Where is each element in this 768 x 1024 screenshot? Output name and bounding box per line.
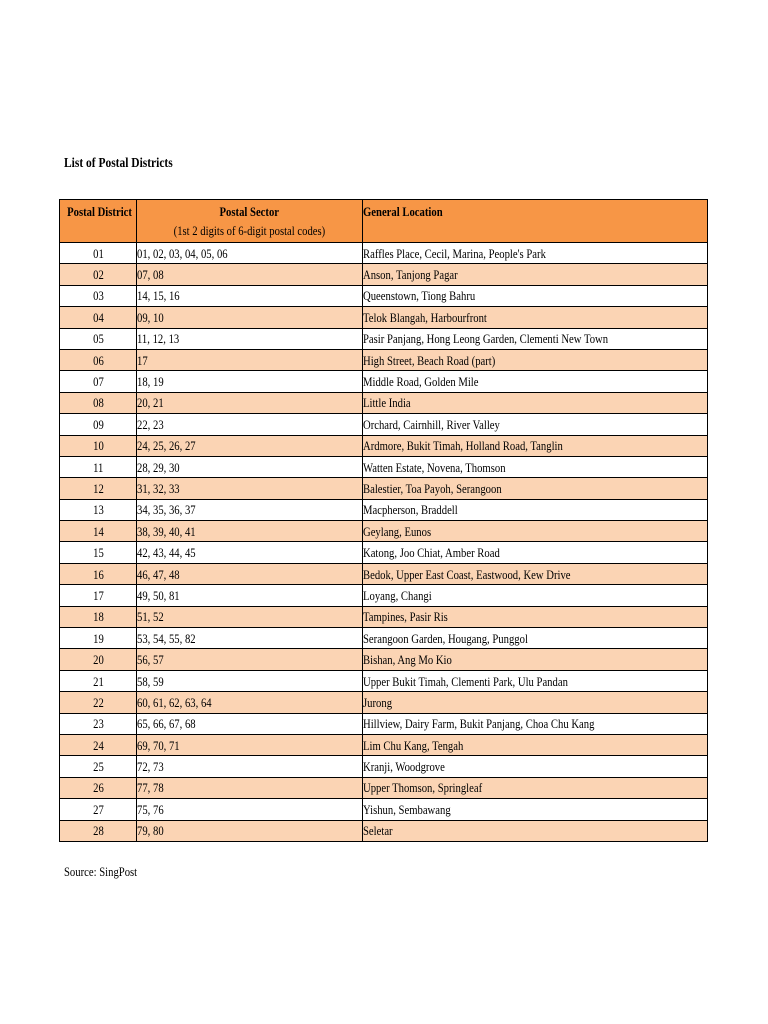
cell-postal-sector	[137, 456, 363, 477]
cell-general-location	[363, 799, 708, 820]
cell-general-location-text: Middle Road, Golden Mile	[363, 374, 479, 390]
cell-general-location	[363, 307, 708, 328]
header-general-location-label: General Location	[363, 204, 443, 219]
cell-postal-district	[60, 606, 137, 627]
table-body	[60, 243, 708, 842]
cell-postal-district-text: 21	[92, 673, 104, 689]
cell-general-location-text: Tampines, Pasir Ris	[363, 609, 448, 625]
cell-general-location	[363, 734, 708, 755]
cell-postal-district	[60, 649, 137, 670]
cell-postal-district-text: 26	[92, 780, 104, 796]
cell-postal-district	[60, 414, 137, 435]
cell-postal-district	[60, 435, 137, 456]
cell-postal-sector-text: 09, 10	[137, 309, 164, 325]
cell-postal-sector	[137, 542, 363, 563]
cell-postal-sector-text: 28, 29, 30	[137, 459, 180, 475]
cell-postal-district	[60, 563, 137, 584]
cell-postal-sector	[137, 521, 363, 542]
table-row	[60, 285, 708, 306]
cell-general-location-text: Queenstown, Tiong Bahru	[363, 288, 476, 304]
cell-general-location-text: Yishun, Sembawang	[363, 801, 451, 817]
cell-postal-district-text: 23	[92, 716, 104, 732]
cell-postal-sector-text: 53, 54, 55, 82	[137, 630, 196, 646]
cell-general-location	[363, 563, 708, 584]
cell-postal-district-text: 17	[92, 587, 104, 603]
cell-postal-sector	[137, 606, 363, 627]
cell-postal-district	[60, 371, 137, 392]
cell-general-location-text: Katong, Joo Chiat, Amber Road	[363, 545, 500, 561]
table-row	[60, 777, 708, 798]
cell-postal-sector	[137, 499, 363, 520]
cell-postal-sector	[137, 799, 363, 820]
cell-postal-district	[60, 499, 137, 520]
cell-postal-district-text: 22	[92, 694, 104, 710]
table-row	[60, 606, 708, 627]
cell-general-location-text: Macpherson, Braddell	[363, 502, 458, 518]
cell-postal-district-text: 06	[92, 352, 104, 368]
table-row	[60, 799, 708, 820]
cell-postal-district	[60, 734, 137, 755]
cell-postal-sector	[137, 585, 363, 606]
cell-general-location	[363, 414, 708, 435]
page-title: List of Postal Districts	[64, 156, 173, 171]
cell-postal-sector	[137, 435, 363, 456]
cell-postal-district-text: 18	[92, 609, 104, 625]
cell-postal-sector-text: 58, 59	[137, 673, 164, 689]
cell-general-location	[363, 756, 708, 777]
table-row	[60, 692, 708, 713]
header-postal-sector	[137, 200, 363, 243]
cell-postal-district-text: 27	[92, 801, 104, 817]
cell-postal-sector	[137, 670, 363, 691]
cell-postal-sector	[137, 307, 363, 328]
table-row	[60, 499, 708, 520]
cell-postal-district	[60, 456, 137, 477]
header-postal-district-label: Postal District	[67, 204, 132, 219]
cell-postal-sector-text: 34, 35, 36, 37	[137, 502, 196, 518]
header-postal-district	[60, 200, 137, 243]
cell-postal-district-text: 01	[92, 245, 104, 261]
cell-postal-district-text: 14	[92, 523, 104, 539]
cell-postal-district	[60, 392, 137, 413]
cell-postal-district-text: 11	[92, 459, 104, 475]
cell-general-location	[363, 328, 708, 349]
cell-general-location	[363, 499, 708, 520]
cell-postal-sector-text: 69, 70, 71	[137, 737, 180, 753]
cell-postal-sector	[137, 478, 363, 499]
cell-general-location-text: Raffles Place, Cecil, Marina, People's Park	[363, 245, 546, 261]
cell-postal-sector-text: 01, 02, 03, 04, 05, 06	[137, 245, 228, 261]
cell-postal-sector-text: 24, 25, 26, 27	[137, 438, 196, 454]
cell-postal-sector-text: 65, 66, 67, 68	[137, 716, 196, 732]
cell-general-location-text: Kranji, Woodgrove	[363, 759, 445, 775]
table-row	[60, 243, 708, 264]
cell-postal-district	[60, 692, 137, 713]
cell-postal-district	[60, 542, 137, 563]
cell-general-location	[363, 542, 708, 563]
cell-postal-sector-text: 11, 12, 13	[137, 331, 180, 347]
cell-postal-district	[60, 285, 137, 306]
cell-postal-sector	[137, 285, 363, 306]
table-row	[60, 563, 708, 584]
cell-postal-district-text: 28	[92, 823, 104, 839]
cell-postal-sector	[137, 328, 363, 349]
cell-postal-district-text: 03	[92, 288, 104, 304]
cell-general-location	[363, 820, 708, 841]
cell-general-location-text: Bedok, Upper East Coast, Eastwood, Kew Drive	[363, 566, 571, 582]
cell-postal-district-text: 13	[92, 502, 104, 518]
table-row	[60, 649, 708, 670]
cell-general-location-text: Jurong	[363, 694, 393, 710]
cell-general-location	[363, 392, 708, 413]
cell-general-location-text: Balestier, Toa Payoh, Serangoon	[363, 480, 502, 496]
cell-postal-sector-text: 75, 76	[137, 801, 164, 817]
cell-postal-district	[60, 307, 137, 328]
header-general-location	[363, 200, 708, 243]
cell-general-location-text: Little India	[363, 395, 411, 411]
cell-postal-sector-text: 31, 32, 33	[137, 480, 180, 496]
cell-postal-district	[60, 628, 137, 649]
cell-general-location-text: Pasir Panjang, Hong Leong Garden, Clementi New Town	[363, 331, 609, 347]
cell-postal-district	[60, 799, 137, 820]
cell-general-location-text: Watten Estate, Novena, Thomson	[363, 459, 506, 475]
cell-postal-district-text: 16	[92, 566, 104, 582]
cell-postal-district	[60, 756, 137, 777]
table-row	[60, 349, 708, 370]
cell-postal-district	[60, 670, 137, 691]
cell-postal-district-text: 19	[92, 630, 104, 646]
cell-general-location-text: Lim Chu Kang, Tengah	[363, 737, 464, 753]
table-row	[60, 542, 708, 563]
cell-postal-sector	[137, 392, 363, 413]
cell-postal-district-text: 08	[92, 395, 104, 411]
cell-postal-district	[60, 478, 137, 499]
cell-general-location-text: Telok Blangah, Harbourfront	[363, 309, 487, 325]
header-postal-sector-note: (1st 2 digits of 6-digit postal codes)	[173, 223, 326, 238]
cell-general-location-text: Hillview, Dairy Farm, Bukit Panjang, Choa Chu Kang	[363, 716, 595, 732]
cell-general-location	[363, 628, 708, 649]
cell-postal-district-text: 04	[92, 309, 104, 325]
cell-general-location-text: Serangoon Garden, Hougang, Punggol	[363, 630, 528, 646]
cell-postal-district-text: 20	[92, 652, 104, 668]
cell-general-location-text: Orchard, Cairnhill, River Valley	[363, 416, 500, 432]
cell-postal-district	[60, 820, 137, 841]
table-row	[60, 670, 708, 691]
cell-postal-sector-text: 07, 08	[137, 267, 164, 283]
cell-general-location-text: Upper Bukit Timah, Clementi Park, Ulu Pandan	[363, 673, 568, 689]
source-note: Source: SingPost	[64, 864, 138, 879]
table-row	[60, 307, 708, 328]
cell-general-location	[363, 649, 708, 670]
cell-postal-sector-text: 38, 39, 40, 41	[137, 523, 196, 539]
cell-general-location-text: High Street, Beach Road (part)	[363, 352, 496, 368]
cell-postal-sector-text: 77, 78	[137, 780, 164, 796]
table-row	[60, 328, 708, 349]
cell-postal-district	[60, 521, 137, 542]
cell-general-location-text: Seletar	[363, 823, 393, 839]
cell-postal-sector-text: 42, 43, 44, 45	[137, 545, 196, 561]
cell-general-location	[363, 264, 708, 285]
cell-postal-district-text: 25	[92, 759, 104, 775]
cell-postal-district-text: 24	[92, 737, 104, 753]
cell-general-location-text: Upper Thomson, Springleaf	[363, 780, 483, 796]
cell-postal-sector	[137, 563, 363, 584]
table-row	[60, 264, 708, 285]
cell-general-location	[363, 371, 708, 392]
table-row	[60, 585, 708, 606]
cell-postal-sector	[137, 820, 363, 841]
cell-postal-sector-text: 79, 80	[137, 823, 164, 839]
cell-postal-sector	[137, 628, 363, 649]
cell-postal-district	[60, 349, 137, 370]
cell-postal-district	[60, 264, 137, 285]
cell-postal-district-text: 09	[92, 416, 104, 432]
cell-general-location	[363, 285, 708, 306]
table-row	[60, 521, 708, 542]
cell-postal-sector	[137, 414, 363, 435]
table-row	[60, 371, 708, 392]
cell-general-location	[363, 670, 708, 691]
cell-general-location-text: Loyang, Changi	[363, 587, 432, 603]
cell-general-location	[363, 456, 708, 477]
cell-postal-district-text: 07	[92, 374, 104, 390]
cell-postal-district	[60, 777, 137, 798]
cell-postal-district-text: 15	[92, 545, 104, 561]
table-row	[60, 628, 708, 649]
cell-postal-sector-text: 17	[137, 352, 148, 368]
header-postal-sector-label: Postal Sector	[219, 204, 280, 219]
table-row	[60, 392, 708, 413]
cell-general-location	[363, 713, 708, 734]
cell-general-location-text: Bishan, Ang Mo Kio	[363, 652, 452, 668]
cell-postal-district-text: 10	[92, 438, 104, 454]
table-row	[60, 713, 708, 734]
cell-postal-sector	[137, 692, 363, 713]
cell-postal-sector-text: 46, 47, 48	[137, 566, 180, 582]
cell-postal-sector	[137, 264, 363, 285]
cell-postal-district-text: 05	[92, 331, 104, 347]
cell-postal-sector-text: 20, 21	[137, 395, 164, 411]
table-row	[60, 734, 708, 755]
cell-postal-sector-text: 18, 19	[137, 374, 164, 390]
table-row	[60, 456, 708, 477]
cell-general-location	[363, 243, 708, 264]
table-row	[60, 435, 708, 456]
cell-postal-district	[60, 585, 137, 606]
cell-general-location	[363, 692, 708, 713]
cell-postal-sector	[137, 371, 363, 392]
cell-postal-district	[60, 243, 137, 264]
table-header-row	[60, 200, 708, 243]
cell-postal-sector-text: 14, 15, 16	[137, 288, 180, 304]
cell-general-location	[363, 435, 708, 456]
cell-postal-sector	[137, 734, 363, 755]
cell-postal-sector	[137, 649, 363, 670]
postal-districts-table	[59, 199, 708, 842]
table-row	[60, 414, 708, 435]
cell-postal-sector	[137, 713, 363, 734]
cell-general-location-text: Anson, Tanjong Pagar	[363, 267, 458, 283]
cell-general-location	[363, 606, 708, 627]
cell-postal-sector	[137, 243, 363, 264]
cell-postal-sector-text: 22, 23	[137, 416, 164, 432]
cell-postal-sector-text: 49, 50, 81	[137, 587, 180, 603]
cell-postal-district	[60, 328, 137, 349]
cell-general-location	[363, 777, 708, 798]
table-row	[60, 756, 708, 777]
cell-postal-sector-text: 72, 73	[137, 759, 164, 775]
cell-general-location	[363, 349, 708, 370]
cell-postal-sector	[137, 756, 363, 777]
cell-postal-sector	[137, 777, 363, 798]
table-row	[60, 820, 708, 841]
cell-postal-sector-text: 60, 61, 62, 63, 64	[137, 694, 212, 710]
cell-postal-district-text: 12	[92, 480, 104, 496]
table-row	[60, 478, 708, 499]
cell-postal-sector-text: 56, 57	[137, 652, 164, 668]
cell-postal-sector	[137, 349, 363, 370]
cell-postal-sector-text: 51, 52	[137, 609, 164, 625]
cell-general-location	[363, 585, 708, 606]
cell-general-location-text: Ardmore, Bukit Timah, Holland Road, Tanglin	[363, 438, 563, 454]
cell-general-location	[363, 478, 708, 499]
cell-general-location	[363, 521, 708, 542]
cell-postal-district-text: 02	[92, 267, 104, 283]
cell-postal-district	[60, 713, 137, 734]
cell-general-location-text: Geylang, Eunos	[363, 523, 432, 539]
